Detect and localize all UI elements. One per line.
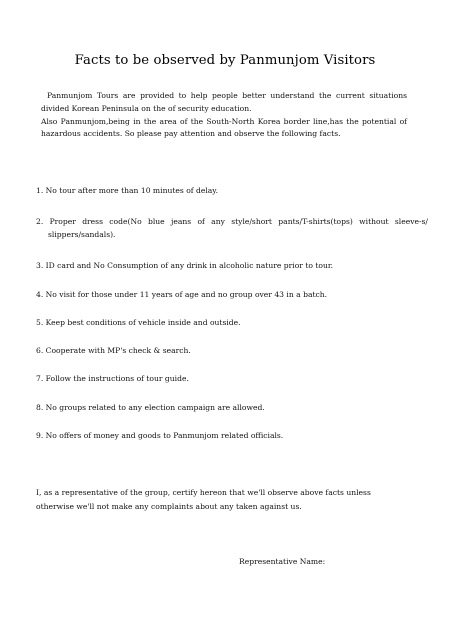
fact-item-4: 4. No visit for those under 11 years of age and no group over 43 in a batch. bbox=[36, 290, 328, 299]
fact-item-7: 7. Follow the instructions of tour guide. bbox=[36, 374, 189, 383]
intro-section bbox=[41, 90, 407, 141]
fact-item-9: 9. No offers of money and goods to Panmunjom related officials. bbox=[36, 431, 284, 440]
fact-item-2: 2. Proper dress code(No blue jeans of any style/short pants/T-shirts(tops) without sleeve-s/ slippers/sandals). bbox=[36, 217, 428, 239]
fact-item-5: 5. Keep best conditions of vehicle inside and outside. bbox=[36, 318, 241, 327]
certification-statement: I, as a representative of the group, certify hereon that we'll observe above facts unless otherwise we'll not make any complaints about any taken against us. bbox=[36, 488, 371, 511]
fact-item-8: 8. No groups related to any election campaign are allowed. bbox=[36, 403, 265, 412]
representative-name-label: Representative Name: bbox=[239, 557, 326, 566]
intro-paragraph-1: Panmunjom Tours are provided to help people better understand the current situations divided Korean Peninsula on the of security education. bbox=[41, 91, 407, 113]
fact-item-1: 1. No tour after more than 10 minutes of delay. bbox=[36, 186, 219, 195]
fact-item-3: 3. ID card and No Consumption of any drink in alcoholic nature prior to tour. bbox=[36, 261, 334, 270]
fact-item-6: 6. Cooperate with MP's check & search. bbox=[36, 346, 191, 355]
intro-paragraph-2: Also Panmunjom,being in the area of the South-North Korea border line,has the potential of hazardous accidents. So please pay attention and observe the following facts. bbox=[41, 116, 407, 139]
document-title: Facts to be observed by Panmunjom Visitors bbox=[74, 53, 376, 68]
